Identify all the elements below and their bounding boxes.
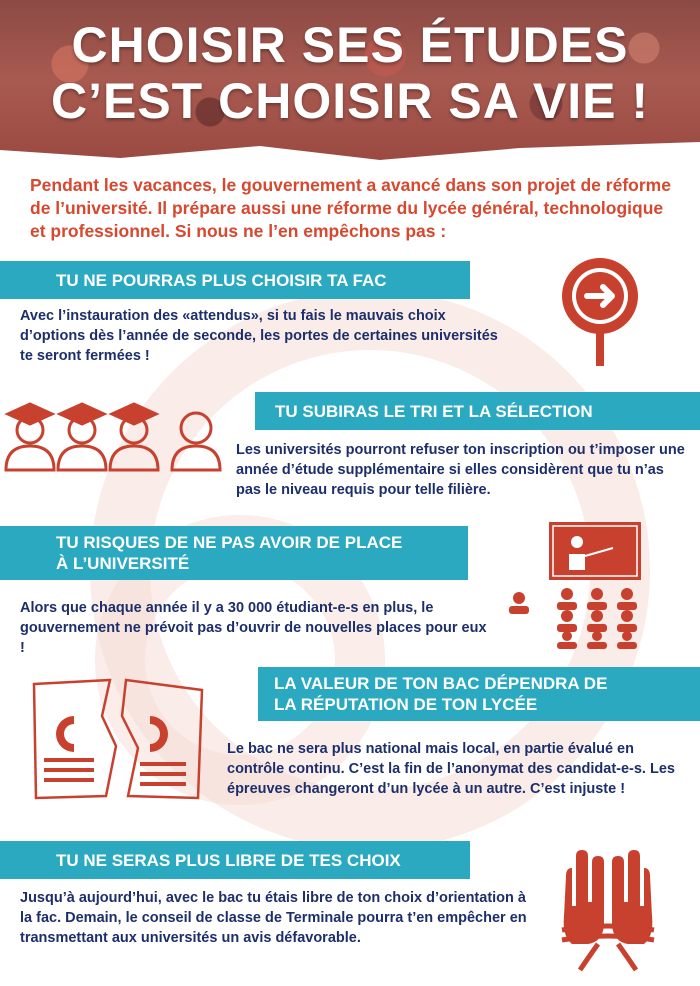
- section-heading-text: TU SUBIRAS LE TRI ET LA SÉLECTION: [275, 401, 593, 421]
- headline-line-1: CHOISIR SES ÉTUDES: [71, 17, 629, 73]
- section-heading-no-place: [0, 526, 468, 580]
- section-heading-free-choices: [0, 841, 470, 879]
- heading-line-2: LA RÉPUTATION DE TON LYCÉE: [274, 695, 538, 714]
- section-heading-text: TU NE SERAS PLUS LIBRE DE TES CHOIX: [56, 850, 401, 870]
- section-text-choose-university: Avec l’instauration des «attendus», si tu fais le mauvais choix d’options dès l’année de seconde, les portes de certaines universités te seront fermées !: [20, 308, 498, 364]
- heading-line-2: À L’UNIVERSITÉ: [56, 554, 190, 573]
- heading-line-1: TU RISQUES DE NE PAS AVOIR DE PLACE: [56, 533, 403, 552]
- section-heading-text: [56, 532, 402, 574]
- crowded-classroom-icon: [505, 520, 645, 650]
- section-text-bac-value: Le bac ne sera plus national mais local, en partie évalué en contrôle continu. C’est la fin de l’anonymat des candidat-e-s. Les épreuves changeront d’un lycée à un autre. C’est injuste !: [227, 741, 675, 797]
- section-heading-selection: [255, 392, 700, 430]
- headline-line-2: C’EST CHOISIR SA VIE !: [50, 73, 649, 129]
- torn-diploma-icon: [30, 676, 210, 804]
- section-heading-choose-university: [0, 261, 470, 299]
- hero-bottom-edge: [0, 128, 700, 160]
- section-heading-text: TU NE POURRAS PLUS CHOISIR TA FAC: [56, 270, 387, 290]
- heading-line-1: LA VALEUR DE TON BAC DÉPENDRA DE: [274, 674, 608, 693]
- no-entry-sign-icon: [557, 254, 643, 374]
- tied-hands-icon: [558, 846, 658, 974]
- graduates-icon: [2, 396, 230, 474]
- section-heading-bac-value: [258, 667, 700, 721]
- section-text-no-place: Alors que chaque année il y a 30 000 étudiant-e-s en plus, le gouvernement ne prévoit pas d’ouvrir de nouvelles places pour eux !: [20, 600, 487, 656]
- hero-banner: [0, 0, 700, 160]
- intro-paragraph: Pendant les vacances, le gouvernement a avancé dans son projet de réforme de l’université. Il prépare aussi une réforme du lycée général, technologique et professionnel. Si nous ne l’en empêchons pas :: [30, 175, 671, 241]
- section-text-free-choices: Jusqu’à aujourd’hui, avec le bac tu étais libre de ton choix d’orientation à la fac. Demain, le conseil de classe de Terminale pourra t’en empêcher en transmettant aux universités un avis défavorable.: [20, 890, 527, 946]
- section-text-selection: Les universités pourront refuser ton inscription ou t’imposer une année d’étude supplémentaire si elles considèrent que tu n’as pas le niveau requis pour telle filière.: [236, 442, 685, 498]
- section-heading-text: [274, 673, 607, 715]
